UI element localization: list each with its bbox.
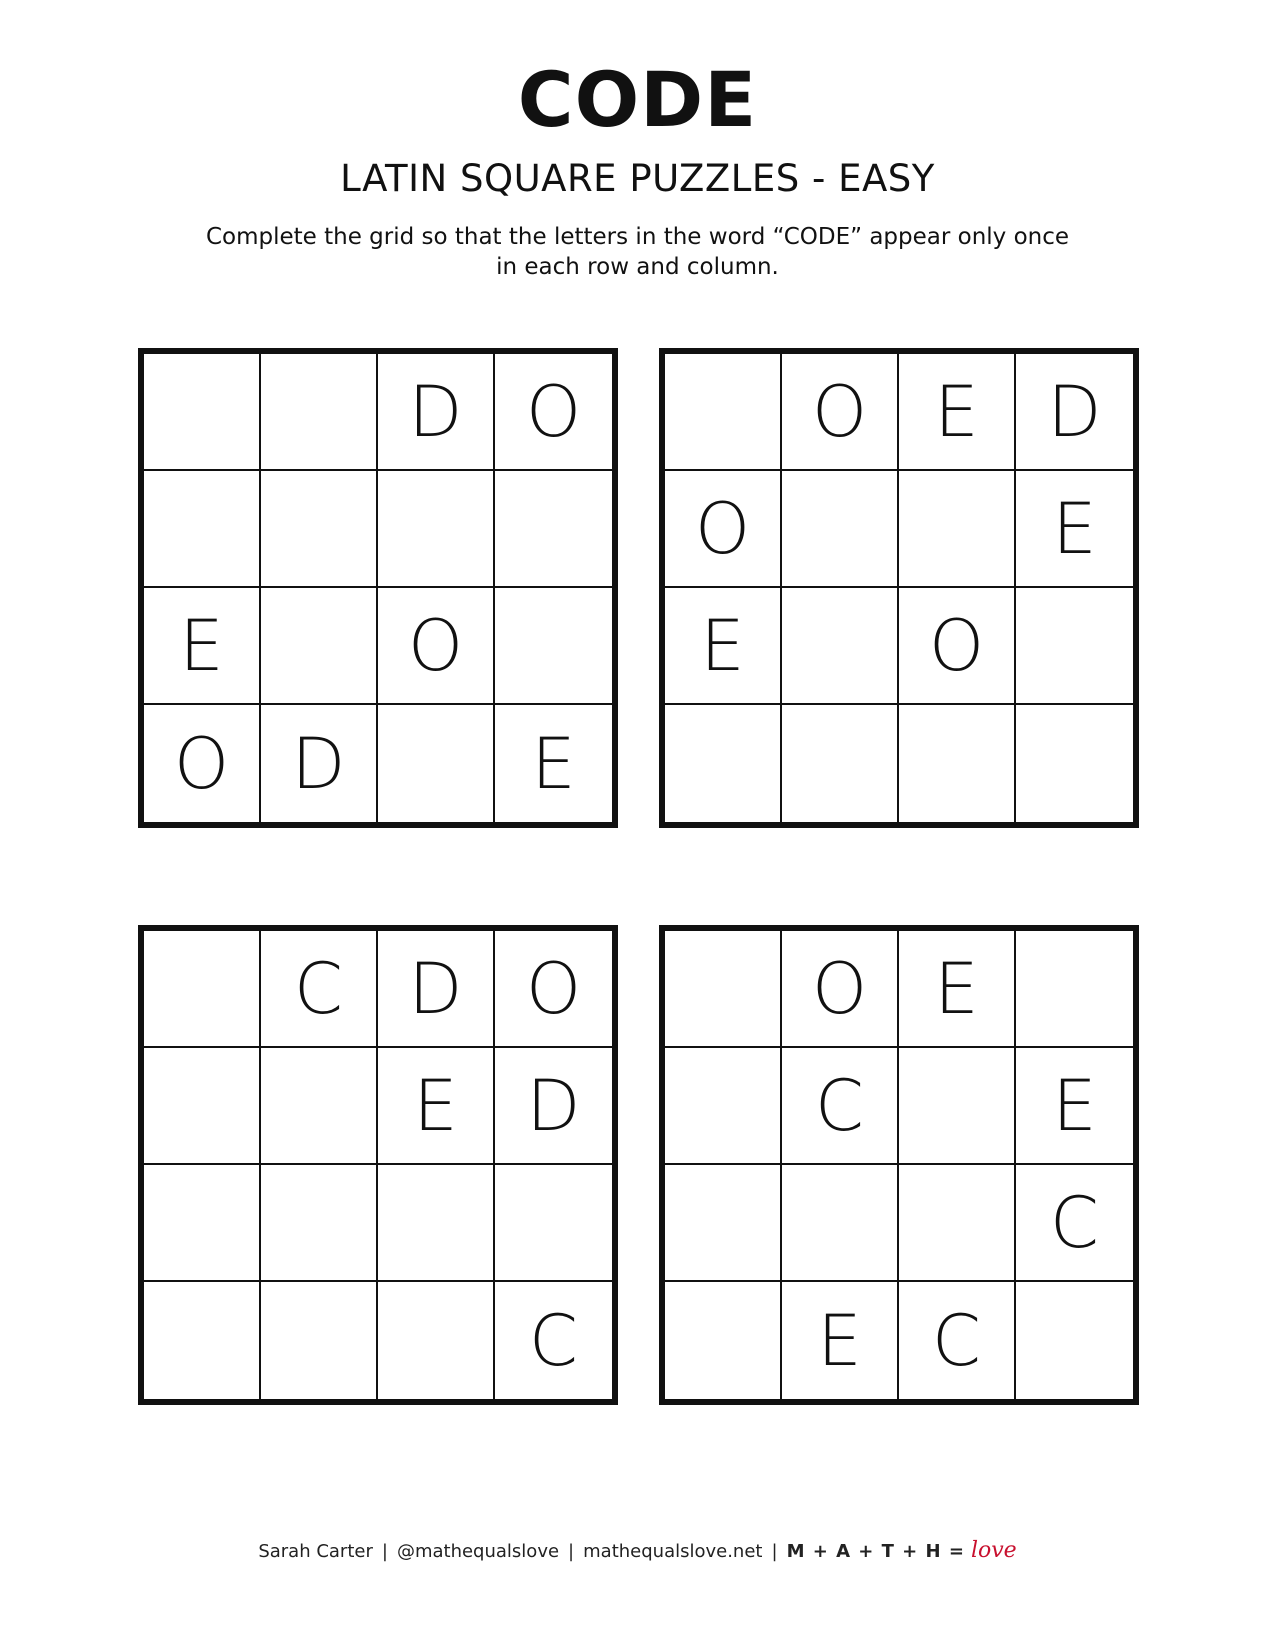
puzzle-1-cell[interactable] — [495, 471, 612, 588]
puzzle-4-cell[interactable] — [782, 1165, 899, 1282]
puzzle-3-cell[interactable]: O — [495, 931, 612, 1048]
puzzle-2-cell[interactable] — [782, 471, 899, 588]
puzzle-2-cell[interactable]: D — [1016, 354, 1133, 471]
instructions-line-1: Complete the grid so that the letters in the word “CODE” appear only once — [205, 224, 1070, 250]
puzzle-3-cell[interactable] — [261, 1048, 378, 1165]
puzzle-1-cell[interactable]: O — [495, 354, 612, 471]
puzzle-1-cell[interactable] — [261, 471, 378, 588]
puzzle-4-cell[interactable]: O — [782, 931, 899, 1048]
puzzle-1-cell[interactable] — [495, 588, 612, 705]
puzzle-2-cell[interactable] — [665, 354, 782, 471]
puzzle-3-cell[interactable]: C — [261, 931, 378, 1048]
puzzle-1-cell[interactable] — [261, 354, 378, 471]
puzzle-2-cell[interactable] — [899, 705, 1016, 822]
puzzle-1-cell[interactable]: E — [531, 722, 576, 805]
puzzle-4-cell[interactable] — [1016, 931, 1133, 1048]
footer-website-link[interactable]: mathequalslove.net — [583, 1541, 763, 1562]
puzzle-4-cell[interactable] — [665, 1165, 782, 1282]
instructions — [160, 222, 1115, 282]
instructions-line-2: in each row and column. — [496, 254, 779, 280]
footer-author: Sarah Carter — [258, 1541, 373, 1562]
puzzle-4-cell[interactable] — [899, 1165, 1016, 1282]
puzzle-1-cell[interactable]: O — [144, 705, 261, 822]
footer-separator: | — [771, 1541, 778, 1562]
footer — [0, 1538, 1275, 1563]
puzzle-3-cell[interactable] — [378, 1165, 495, 1282]
puzzle-1-cell[interactable] — [261, 588, 378, 705]
page-title: CODE — [517, 55, 758, 144]
puzzle-2-cell[interactable] — [665, 705, 782, 822]
puzzle-2-cell[interactable] — [782, 705, 899, 822]
footer-separator: | — [381, 1541, 388, 1562]
puzzle-4-cell[interactable] — [1016, 1282, 1133, 1399]
puzzle-2-cell[interactable]: E — [899, 354, 1016, 471]
puzzle-4-cell[interactable] — [899, 1048, 1016, 1165]
puzzle-grid-3 — [138, 925, 618, 1405]
puzzle-grid-4 — [659, 925, 1139, 1405]
puzzle-3-cell[interactable] — [144, 931, 261, 1048]
puzzle-4-cell[interactable]: C — [782, 1048, 899, 1165]
puzzle-2-cell[interactable] — [782, 588, 899, 705]
puzzle-1-cell[interactable]: E — [144, 588, 261, 705]
puzzle-3-cell[interactable] — [261, 1165, 378, 1282]
puzzle-4-cell[interactable]: E — [1016, 1048, 1133, 1165]
puzzle-2-cell[interactable]: O — [665, 471, 782, 588]
puzzle-3-cell[interactable]: D — [378, 931, 495, 1048]
puzzle-4-cell[interactable] — [665, 931, 782, 1048]
page-subtitle: LATIN SQUARE PUZZLES - EASY — [340, 157, 935, 200]
puzzle-2-cell[interactable] — [1016, 705, 1133, 822]
puzzle-1-cell[interactable] — [144, 354, 261, 471]
puzzle-3-cell[interactable] — [144, 1282, 261, 1399]
puzzle-1-cell[interactable] — [378, 471, 495, 588]
puzzle-4-cell[interactable] — [665, 1048, 782, 1165]
puzzle-2-cell[interactable] — [1016, 588, 1133, 705]
puzzle-4-cell[interactable]: C — [1016, 1165, 1133, 1282]
puzzle-4-cell[interactable]: E — [899, 931, 1016, 1048]
puzzle-1-cell[interactable]: O — [378, 588, 495, 705]
footer-brand: M + A + T + H = — [786, 1541, 965, 1562]
puzzle-2-cell[interactable] — [899, 471, 1016, 588]
puzzle-2-cell[interactable]: E — [665, 588, 782, 705]
puzzle-3-cell[interactable] — [144, 1165, 261, 1282]
puzzle-2-cell[interactable]: O — [899, 588, 1016, 705]
puzzle-3-cell[interactable] — [144, 1048, 261, 1165]
puzzle-3-cell[interactable]: D — [495, 1048, 612, 1165]
puzzle-1-cell[interactable] — [144, 471, 261, 588]
puzzle-grid-2 — [659, 348, 1139, 828]
puzzle-2-cell[interactable]: E — [1016, 471, 1133, 588]
footer-separator: | — [568, 1541, 575, 1562]
puzzle-1-cell[interactable]: D — [261, 705, 378, 822]
love-logo: love — [970, 1538, 1017, 1563]
footer-handle[interactable]: @mathequalslove — [396, 1541, 560, 1562]
puzzle-4-cell[interactable]: E — [782, 1282, 899, 1399]
puzzle-3-cell[interactable] — [261, 1282, 378, 1399]
puzzle-3-cell[interactable] — [378, 1282, 495, 1399]
puzzle-3-cell[interactable]: C — [529, 1299, 578, 1382]
puzzle-grid-1 — [138, 348, 618, 828]
puzzle-3-cell[interactable]: E — [378, 1048, 495, 1165]
puzzle-3-cell[interactable] — [495, 1165, 612, 1282]
puzzle-1-cell[interactable] — [378, 705, 495, 822]
puzzle-2-cell[interactable]: O — [782, 354, 899, 471]
puzzle-4-cell[interactable] — [665, 1282, 782, 1399]
puzzle-4-cell[interactable]: C — [899, 1282, 1016, 1399]
puzzle-1-cell[interactable]: D — [378, 354, 495, 471]
